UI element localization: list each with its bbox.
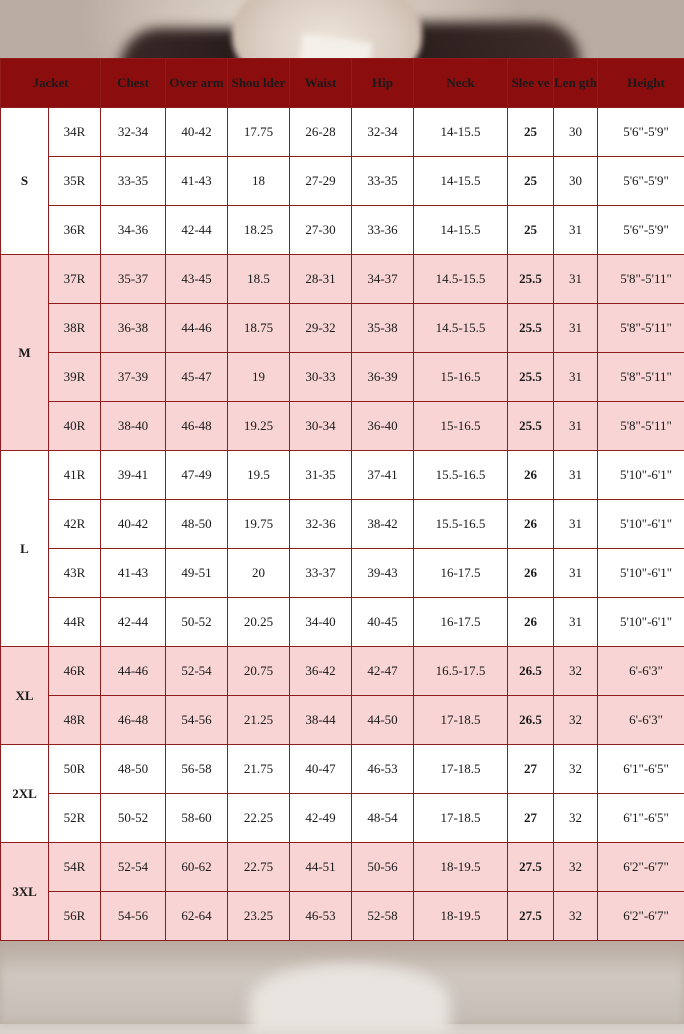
header-shoulder: Shou lder <box>228 59 290 108</box>
header-jacket: Jacket <box>1 59 101 108</box>
header-row <box>1 59 684 108</box>
size-group-3xl: 3XL <box>1 843 49 941</box>
cell-length: 31 <box>554 598 598 647</box>
header-sleeve: Slee ve <box>508 59 554 108</box>
cell-sleeve: 27.5 <box>508 892 554 941</box>
cell-over-arm: 54-56 <box>166 696 228 745</box>
cell-chest: 39-41 <box>101 451 166 500</box>
cell-chest: 40-42 <box>101 500 166 549</box>
cell-over-arm: 48-50 <box>166 500 228 549</box>
cell-sleeve: 27.5 <box>508 843 554 892</box>
header-waist: Waist <box>290 59 352 108</box>
cell-waist: 46-53 <box>290 892 352 941</box>
cell-hip: 52-58 <box>352 892 414 941</box>
cell-hip: 34-37 <box>352 255 414 304</box>
cell-length: 32 <box>554 843 598 892</box>
table-row <box>1 206 684 255</box>
cell-height: 5'6"-5'9" <box>598 157 684 206</box>
cell-hip: 33-36 <box>352 206 414 255</box>
cell-jacket: 36R <box>49 206 101 255</box>
cell-shoulder: 18.5 <box>228 255 290 304</box>
cell-over-arm: 40-42 <box>166 108 228 157</box>
cell-jacket: 56R <box>49 892 101 941</box>
cell-height: 5'10"-6'1" <box>598 500 684 549</box>
cell-length: 32 <box>554 745 598 794</box>
cell-neck: 17-18.5 <box>414 696 508 745</box>
cell-over-arm: 46-48 <box>166 402 228 451</box>
table-row <box>1 157 684 206</box>
cell-chest: 35-37 <box>101 255 166 304</box>
table-row <box>1 598 684 647</box>
cell-waist: 31-35 <box>290 451 352 500</box>
table-row <box>1 353 684 402</box>
cell-over-arm: 42-44 <box>166 206 228 255</box>
cell-neck: 14-15.5 <box>414 108 508 157</box>
size-chart-table <box>0 58 684 941</box>
cell-chest: 36-38 <box>101 304 166 353</box>
table-row <box>1 500 684 549</box>
cell-sleeve: 25 <box>508 157 554 206</box>
cell-sleeve: 26.5 <box>508 696 554 745</box>
cell-waist: 33-37 <box>290 549 352 598</box>
cell-jacket: 34R <box>49 108 101 157</box>
cell-over-arm: 41-43 <box>166 157 228 206</box>
cell-chest: 46-48 <box>101 696 166 745</box>
cell-shoulder: 20.25 <box>228 598 290 647</box>
cell-chest: 42-44 <box>101 598 166 647</box>
cell-shoulder: 18.25 <box>228 206 290 255</box>
cell-neck: 15-16.5 <box>414 353 508 402</box>
cell-height: 5'10"-6'1" <box>598 598 684 647</box>
size-group-s: S <box>1 108 49 255</box>
cell-sleeve: 25 <box>508 108 554 157</box>
cell-over-arm: 62-64 <box>166 892 228 941</box>
cell-hip: 42-47 <box>352 647 414 696</box>
table-row <box>1 402 684 451</box>
table-row <box>1 843 684 892</box>
cell-length: 31 <box>554 549 598 598</box>
cell-length: 31 <box>554 500 598 549</box>
cell-shoulder: 19 <box>228 353 290 402</box>
size-group-m: M <box>1 255 49 451</box>
cell-sleeve: 25.5 <box>508 353 554 402</box>
cell-waist: 26-28 <box>290 108 352 157</box>
cell-jacket: 54R <box>49 843 101 892</box>
table-row <box>1 549 684 598</box>
cell-jacket: 41R <box>49 451 101 500</box>
cell-waist: 40-47 <box>290 745 352 794</box>
cell-waist: 42-49 <box>290 794 352 843</box>
cell-jacket: 38R <box>49 304 101 353</box>
cell-sleeve: 25 <box>508 206 554 255</box>
cell-hip: 39-43 <box>352 549 414 598</box>
cell-waist: 30-34 <box>290 402 352 451</box>
cell-hip: 46-53 <box>352 745 414 794</box>
cell-shoulder: 18 <box>228 157 290 206</box>
table-row <box>1 647 684 696</box>
cell-hip: 33-35 <box>352 157 414 206</box>
cell-sleeve: 25.5 <box>508 402 554 451</box>
cell-over-arm: 58-60 <box>166 794 228 843</box>
cell-sleeve: 27 <box>508 794 554 843</box>
table-row <box>1 304 684 353</box>
cell-sleeve: 26 <box>508 500 554 549</box>
cell-length: 32 <box>554 696 598 745</box>
cell-hip: 36-40 <box>352 402 414 451</box>
cell-neck: 15.5-16.5 <box>414 451 508 500</box>
header-over-arm: Over arm <box>166 59 228 108</box>
cell-shoulder: 21.75 <box>228 745 290 794</box>
cell-length: 30 <box>554 108 598 157</box>
cell-neck: 16-17.5 <box>414 549 508 598</box>
cell-waist: 38-44 <box>290 696 352 745</box>
cell-length: 31 <box>554 402 598 451</box>
cell-height: 6'-6'3" <box>598 647 684 696</box>
cell-neck: 16-17.5 <box>414 598 508 647</box>
cell-length: 31 <box>554 255 598 304</box>
cell-waist: 28-31 <box>290 255 352 304</box>
cell-hip: 38-42 <box>352 500 414 549</box>
cell-neck: 14-15.5 <box>414 206 508 255</box>
table-row <box>1 696 684 745</box>
cell-length: 31 <box>554 206 598 255</box>
cell-jacket: 39R <box>49 353 101 402</box>
cell-hip: 48-54 <box>352 794 414 843</box>
cell-height: 5'8"-5'11" <box>598 353 684 402</box>
cell-jacket: 37R <box>49 255 101 304</box>
header-hip: Hip <box>352 59 414 108</box>
cell-neck: 18-19.5 <box>414 892 508 941</box>
cell-hip: 32-34 <box>352 108 414 157</box>
cell-length: 32 <box>554 892 598 941</box>
cell-height: 6'1"-6'5" <box>598 745 684 794</box>
cell-jacket: 44R <box>49 598 101 647</box>
cell-hip: 35-38 <box>352 304 414 353</box>
table-row <box>1 745 684 794</box>
cell-jacket: 42R <box>49 500 101 549</box>
cell-neck: 16.5-17.5 <box>414 647 508 696</box>
cell-shoulder: 23.25 <box>228 892 290 941</box>
cell-waist: 36-42 <box>290 647 352 696</box>
cell-height: 5'10"-6'1" <box>598 451 684 500</box>
cell-shoulder: 18.75 <box>228 304 290 353</box>
cell-height: 6'2"-6'7" <box>598 843 684 892</box>
cell-jacket: 48R <box>49 696 101 745</box>
size-group-2xl: 2XL <box>1 745 49 843</box>
cell-chest: 41-43 <box>101 549 166 598</box>
header-neck: Neck <box>414 59 508 108</box>
cell-over-arm: 47-49 <box>166 451 228 500</box>
cell-shoulder: 20.75 <box>228 647 290 696</box>
cell-sleeve: 26 <box>508 598 554 647</box>
cell-neck: 14.5-15.5 <box>414 304 508 353</box>
cell-chest: 37-39 <box>101 353 166 402</box>
cell-neck: 15-16.5 <box>414 402 508 451</box>
cell-over-arm: 56-58 <box>166 745 228 794</box>
cell-over-arm: 44-46 <box>166 304 228 353</box>
cell-chest: 50-52 <box>101 794 166 843</box>
cell-chest: 38-40 <box>101 402 166 451</box>
cell-height: 5'6"-5'9" <box>598 206 684 255</box>
cell-sleeve: 27 <box>508 745 554 794</box>
cell-jacket: 40R <box>49 402 101 451</box>
cell-over-arm: 45-47 <box>166 353 228 402</box>
table-row <box>1 892 684 941</box>
cell-shoulder: 17.75 <box>228 108 290 157</box>
cell-length: 31 <box>554 451 598 500</box>
cell-height: 6'1"-6'5" <box>598 794 684 843</box>
cell-waist: 30-33 <box>290 353 352 402</box>
cell-waist: 34-40 <box>290 598 352 647</box>
cell-shoulder: 21.25 <box>228 696 290 745</box>
cell-shoulder: 19.75 <box>228 500 290 549</box>
cell-shoulder: 20 <box>228 549 290 598</box>
cell-over-arm: 43-45 <box>166 255 228 304</box>
cell-sleeve: 25.5 <box>508 255 554 304</box>
cell-height: 5'8"-5'11" <box>598 402 684 451</box>
cell-hip: 50-56 <box>352 843 414 892</box>
header-chest: Chest <box>101 59 166 108</box>
cell-sleeve: 26.5 <box>508 647 554 696</box>
cell-chest: 32-34 <box>101 108 166 157</box>
cell-chest: 33-35 <box>101 157 166 206</box>
cell-length: 31 <box>554 304 598 353</box>
cell-neck: 17-18.5 <box>414 745 508 794</box>
cell-waist: 29-32 <box>290 304 352 353</box>
cell-height: 5'6"-5'9" <box>598 108 684 157</box>
cell-neck: 18-19.5 <box>414 843 508 892</box>
cell-hip: 40-45 <box>352 598 414 647</box>
cell-jacket: 50R <box>49 745 101 794</box>
cell-chest: 34-36 <box>101 206 166 255</box>
cell-length: 31 <box>554 353 598 402</box>
cell-over-arm: 49-51 <box>166 549 228 598</box>
cell-over-arm: 60-62 <box>166 843 228 892</box>
cell-height: 5'10"-6'1" <box>598 549 684 598</box>
cell-length: 30 <box>554 157 598 206</box>
cell-shoulder: 22.25 <box>228 794 290 843</box>
cell-jacket: 46R <box>49 647 101 696</box>
cell-shoulder: 19.25 <box>228 402 290 451</box>
cell-waist: 27-29 <box>290 157 352 206</box>
cell-height: 6'2"-6'7" <box>598 892 684 941</box>
table-row <box>1 794 684 843</box>
size-group-l: L <box>1 451 49 647</box>
cell-chest: 48-50 <box>101 745 166 794</box>
cell-sleeve: 26 <box>508 549 554 598</box>
cell-over-arm: 50-52 <box>166 598 228 647</box>
table-body <box>1 108 684 941</box>
header-length: Len gth <box>554 59 598 108</box>
cell-jacket: 35R <box>49 157 101 206</box>
cell-length: 32 <box>554 647 598 696</box>
cell-jacket: 52R <box>49 794 101 843</box>
cell-hip: 36-39 <box>352 353 414 402</box>
header-height: Height <box>598 59 684 108</box>
cell-height: 5'8"-5'11" <box>598 255 684 304</box>
cell-neck: 15.5-16.5 <box>414 500 508 549</box>
cell-shoulder: 22.75 <box>228 843 290 892</box>
cell-height: 6'-6'3" <box>598 696 684 745</box>
cell-shoulder: 19.5 <box>228 451 290 500</box>
table-row <box>1 108 684 157</box>
table-row <box>1 255 684 304</box>
cell-chest: 44-46 <box>101 647 166 696</box>
size-chart-container <box>0 58 684 941</box>
cell-over-arm: 52-54 <box>166 647 228 696</box>
cell-length: 32 <box>554 794 598 843</box>
table-header <box>1 59 684 108</box>
size-group-xl: XL <box>1 647 49 745</box>
cell-chest: 52-54 <box>101 843 166 892</box>
cell-sleeve: 25.5 <box>508 304 554 353</box>
cell-waist: 44-51 <box>290 843 352 892</box>
cell-chest: 54-56 <box>101 892 166 941</box>
cell-waist: 27-30 <box>290 206 352 255</box>
table-row <box>1 451 684 500</box>
cell-waist: 32-36 <box>290 500 352 549</box>
cell-neck: 17-18.5 <box>414 794 508 843</box>
cell-hip: 44-50 <box>352 696 414 745</box>
cell-height: 5'8"-5'11" <box>598 304 684 353</box>
cell-jacket: 43R <box>49 549 101 598</box>
cell-neck: 14.5-15.5 <box>414 255 508 304</box>
cell-sleeve: 26 <box>508 451 554 500</box>
cell-neck: 14-15.5 <box>414 157 508 206</box>
cell-hip: 37-41 <box>352 451 414 500</box>
